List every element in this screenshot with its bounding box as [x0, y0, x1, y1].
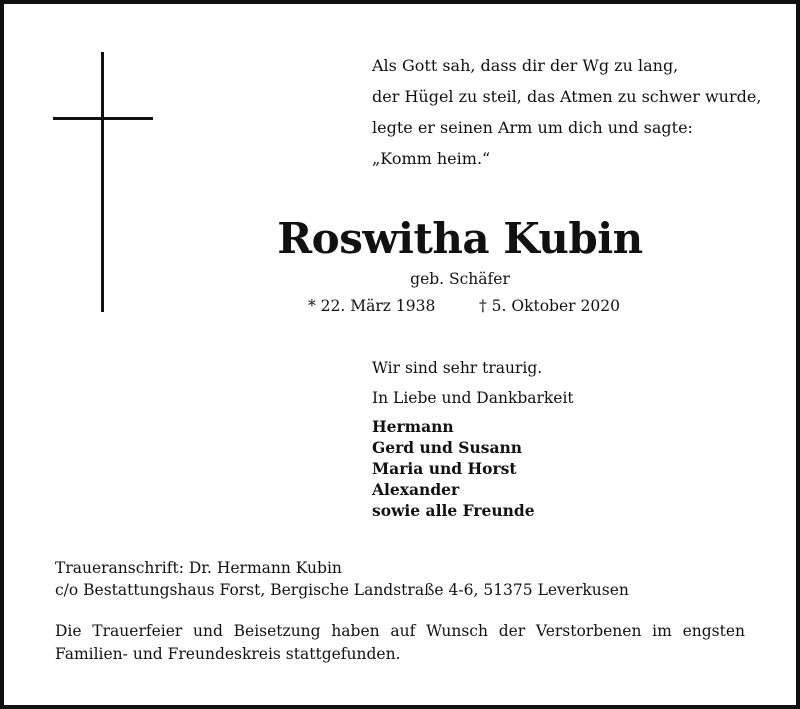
grief-statement: Wir sind sehr traurig. — [372, 359, 543, 377]
address-line: Traueranschrift: Dr. Hermann Kubin — [55, 559, 342, 577]
mourning-address — [55, 557, 629, 601]
death-date: † 5. Oktober 2020 — [479, 297, 620, 315]
address-line: c/o Bestattungshaus Forst, Bergische Landstraße 4-6, 51375 Leverkusen — [55, 581, 629, 599]
poem — [372, 50, 761, 174]
funeral-notice: Die Trauerfeier und Beisetzung haben auf Wunsch der Verstorbenen im engsten Familien- und Freundeskreis stattgefunden. — [55, 622, 745, 663]
mourner: Gerd und Susann — [372, 438, 523, 457]
mourner: Maria und Horst — [372, 459, 517, 478]
mourner: Alexander — [372, 480, 460, 499]
poem-line: legte er seinen Arm um dich und sagte: — [372, 118, 693, 137]
poem-line: „Komm heim.“ — [372, 149, 491, 168]
mourner: sowie alle Freunde — [372, 501, 535, 520]
maiden-name: geb. Schäfer — [410, 270, 510, 288]
poem-line: Als Gott sah, dass dir der Wg zu lang, — [372, 56, 679, 75]
mourners-list — [372, 416, 535, 521]
poem-line: der Hügel zu steil, das Atmen zu schwer wurde, — [372, 87, 762, 106]
thanks-line: In Liebe und Dankbarkeit — [372, 389, 574, 407]
deceased-name: Roswitha Kubin — [277, 214, 643, 263]
mourner: Hermann — [372, 417, 454, 436]
birth-date: * 22. März 1938 — [308, 297, 436, 315]
